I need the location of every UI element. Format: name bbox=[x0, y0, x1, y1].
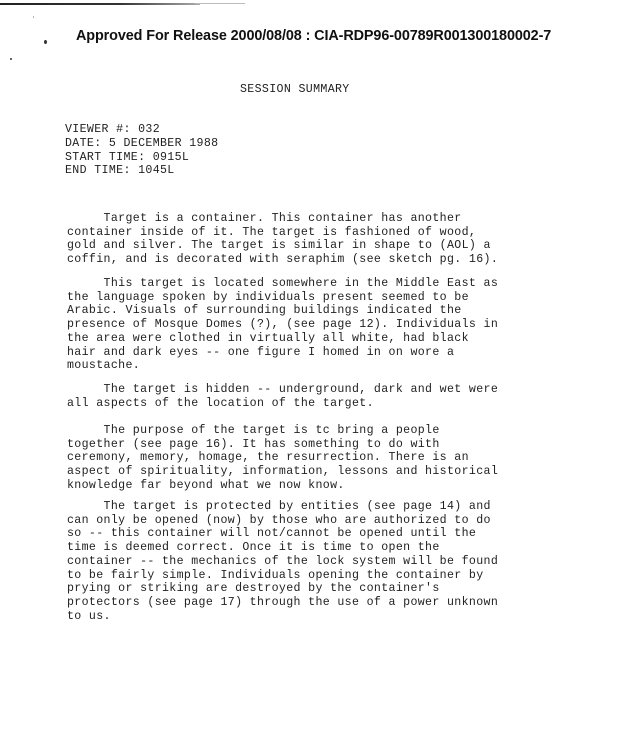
paragraph-line: protectors (see page 17) through the use of a power unknown bbox=[67, 595, 499, 609]
paragraph-line: container -- the mechanics of the lock system will be found bbox=[67, 554, 499, 568]
paragraph-line: Arabic. Visuals of surrounding buildings indicated the bbox=[67, 304, 462, 318]
paragraph-line: knowledge far beyond what we now know. bbox=[67, 478, 345, 492]
viewer-number: VIEWER #: 032 bbox=[65, 123, 160, 136]
paragraph-line: prying or striking are destroyed by the container's bbox=[67, 582, 440, 596]
paragraph-line: coffin, and is decorated with seraphim (see sketch pg. 16). bbox=[67, 253, 499, 267]
paragraph-line: all aspects of the location of the target. bbox=[67, 396, 374, 410]
paragraph-line: together (see page 16). It has something to do with bbox=[67, 437, 440, 451]
paragraph-line: presence of Mosque Domes (?), (see page 12). Individuals in bbox=[67, 318, 499, 332]
paragraph-line: moustache. bbox=[67, 359, 141, 373]
paragraph-purpose bbox=[67, 424, 498, 493]
paragraph-line: container inside of it. The target is fashioned of wood, bbox=[67, 225, 477, 239]
paragraph-line: aspect of spirituality, information, lessons and historical bbox=[67, 465, 499, 479]
scan-speck bbox=[33, 16, 34, 18]
paragraph-line: so -- this container will not/cannot be opened until the bbox=[67, 527, 477, 541]
end-time: END TIME: 1045L bbox=[65, 164, 175, 178]
paragraph-protection bbox=[67, 500, 498, 623]
paragraph-location bbox=[67, 277, 498, 373]
paragraph-line: hair and dark eyes -- one figure I homed in on wore a bbox=[67, 345, 455, 359]
paragraph-hidden bbox=[67, 383, 498, 410]
scan-artifact-rule bbox=[0, 3, 200, 5]
release-stamp: Approved For Release 2000/08/08 : CIA-RDP96-00789R001300180002-7 bbox=[76, 28, 552, 44]
paragraph-line: time is deemed correct. Once it is time to open the bbox=[67, 541, 440, 555]
scan-artifact-rule-faint bbox=[195, 3, 245, 4]
paragraph-line: This target is located somewhere in the Middle East as bbox=[67, 277, 499, 290]
paragraph-line: gold and silver. The target is similar in shape to (AOL) a bbox=[67, 239, 491, 253]
document-title: SESSION SUMMARY bbox=[240, 83, 350, 96]
paragraph-line: to us. bbox=[67, 609, 111, 623]
paragraph-line: to be fairly simple. Individuals opening the container by bbox=[67, 568, 484, 582]
start-time: START TIME: 0915L bbox=[65, 150, 190, 164]
paragraph-line: can only be opened (now) by those who are authorized to do bbox=[67, 513, 491, 527]
paragraph-line: Target is a container. This container has another bbox=[67, 212, 462, 225]
session-metadata bbox=[65, 123, 218, 178]
scan-speck bbox=[44, 40, 47, 44]
paragraph-line: the area were clothed in virtually all white, had black bbox=[67, 331, 469, 345]
session-date: DATE: 5 DECEMBER 1988 bbox=[65, 136, 219, 150]
scan-speck bbox=[10, 58, 12, 60]
paragraph-line: The target is hidden -- underground, dark and wet were bbox=[67, 383, 499, 396]
paragraph-description bbox=[67, 212, 498, 267]
paragraph-line: The purpose of the target is tc bring a people bbox=[67, 424, 440, 437]
paragraph-line: the language spoken by individuals present seemed to be bbox=[67, 290, 469, 304]
paragraph-line: The target is protected by entities (see page 14) and bbox=[67, 500, 491, 513]
paragraph-line: ceremony, memory, homage, the resurrection. There is an bbox=[67, 451, 469, 465]
